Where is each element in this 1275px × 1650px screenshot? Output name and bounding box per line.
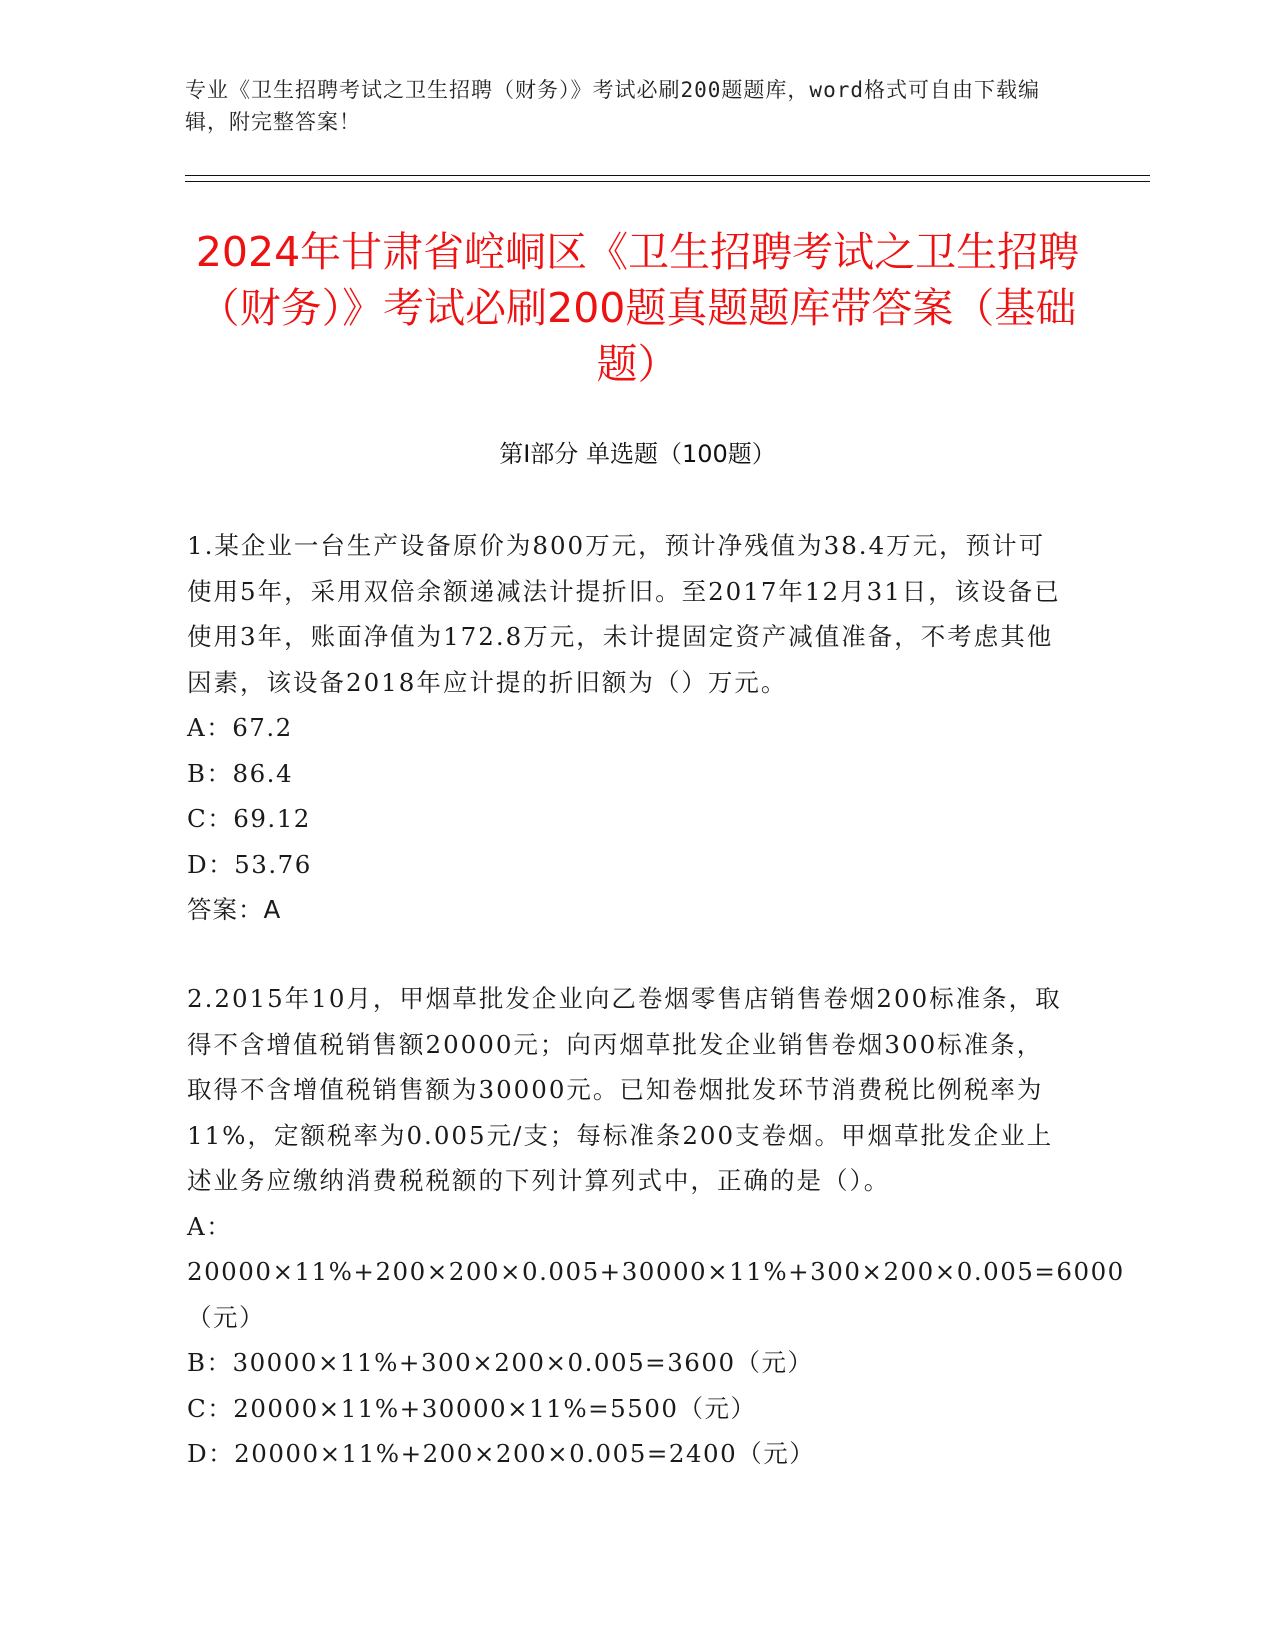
option-a: A：67.2 (187, 713, 293, 742)
option-c: C：69.12 (187, 804, 311, 833)
option-b: B：86.4 (187, 758, 294, 788)
question-1 (187, 523, 1067, 933)
section-title: 第Ⅰ部分 单选题（100题） (499, 440, 776, 468)
header-note: 专业《卫生招聘考试之卫生招聘（财务）》考试必刷200题题库，word格式可自由下载编辑，附完整答案！ (185, 78, 1040, 134)
option-d: D：20000×11%+200×200×0.005=2400（元） (187, 1439, 816, 1468)
option-c: C：20000×11%+30000×11%=5500（元） (187, 1393, 757, 1423)
option-b: B：30000×11%+300×200×0.005=3600（元） (187, 1348, 814, 1377)
header-divider-bottom (185, 181, 1150, 182)
question-stem: 1.某企业一台生产设备原价为800万元，预计净残值为38.4万元，预计可使用5年，采用双倍余额递减法计提折旧。至2017年12月31日，该设备已使用3年，账面净值为172.8万元，未计提固定资产减值准备，不考虑其他因素，该设备2018年应计提的折旧额为（）万元。 (187, 531, 1061, 697)
answer-line: 答案：A (187, 895, 282, 924)
option-a: A：20000×11%+200×200×0.005+30000×11%+300×200×0.005=6000（元） (187, 1211, 1125, 1332)
document-title: 2024年甘肃省崆峒区《卫生招聘考试之卫生招聘（财务）》考试必刷200题真题题库带答案（基础题） (195, 228, 1080, 388)
question-stem: 2.2015年10月，甲烟草批发企业向乙卷烟零售店销售卷烟200标准条，取得不含增值税销售额20000元；向丙烟草批发企业销售卷烟300标准条，取得不含增值税销售额为30000元。已知卷烟批发环节消费税比例税率为11%，定额税率为0.005元/支；每标准条200支卷烟。甲烟草批发企业上述业务应缴纳消费税税额的下列计算列式中，正确的是（）。 (187, 984, 1062, 1195)
option-d: D：53.76 (187, 849, 312, 879)
header-divider-top (185, 175, 1150, 176)
question-2 (187, 976, 1125, 1477)
